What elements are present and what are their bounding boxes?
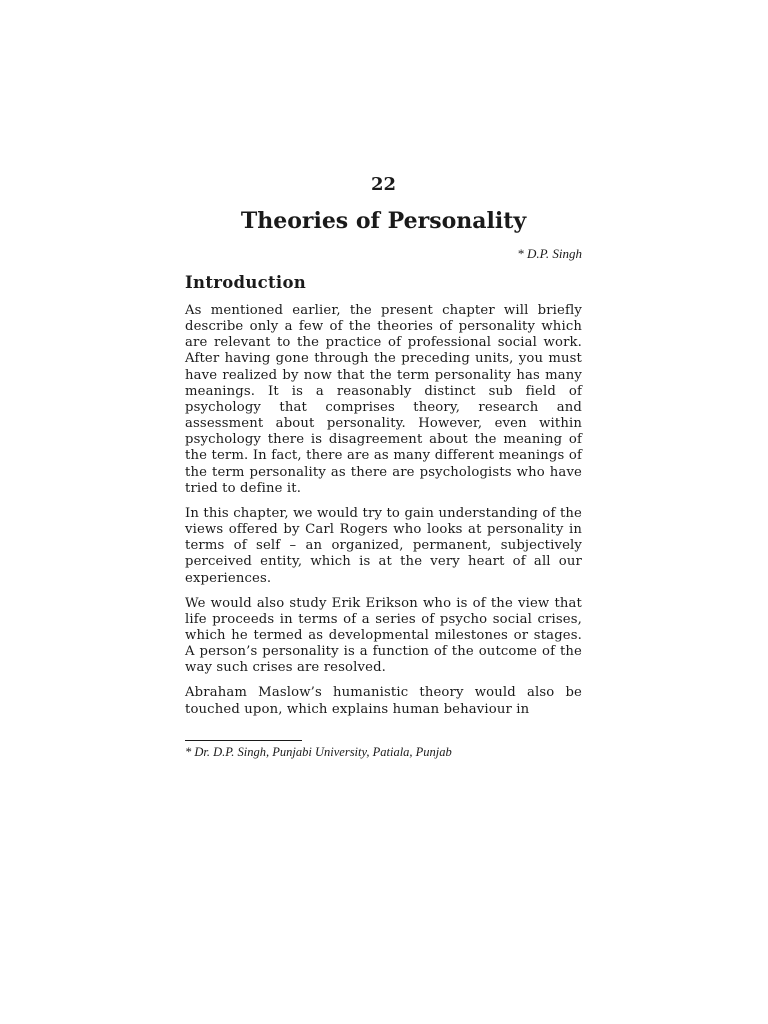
paragraph-1: As mentioned earlier, the present chapter will briefly describe only a few of the theories of personality which are relevant to the practice of professional social work. After having gone through the preceding units, you must have realized by now that the term personality has many meanings. It is a reasonably distinct sub field of psychology that comprises theory, research and assessment about personality. However, even within psychology there is disagreement about the meaning of the term. In fact, there are as many different meanings of the term personality as there are psychologists who have tried to define it.: [185, 303, 582, 496]
chapter-number: 22: [370, 174, 397, 195]
paragraph-4: Abraham Maslow’s humanistic theory would also be touched upon, which explains human behaviour in: [185, 685, 582, 717]
chapter-title: Theories of Personality: [240, 208, 527, 234]
body-text: [185, 303, 582, 727]
paragraph-3: We would also study Erik Erikson who is of the view that life proceeds in terms of a series of psycho social crises, which he termed as developmental milestones or stages. A person’s personality is a function of the outcome of the way such crises are resolved.: [185, 595, 582, 676]
chapter-author: * D.P. Singh: [517, 246, 582, 261]
paragraph-2: In this chapter, we would try to gain understanding of the views offered by Carl Rogers who looks at personality in terms of self – an organized, permanent, subjectively perceived entity, which is at the very heart of all our experiences.: [185, 505, 582, 586]
footnote-divider: [185, 740, 302, 741]
section-heading-introduction: Introduction: [185, 273, 307, 292]
footnote: * Dr. D.P. Singh, Punjabi University, Patiala, Punjab: [185, 745, 452, 759]
